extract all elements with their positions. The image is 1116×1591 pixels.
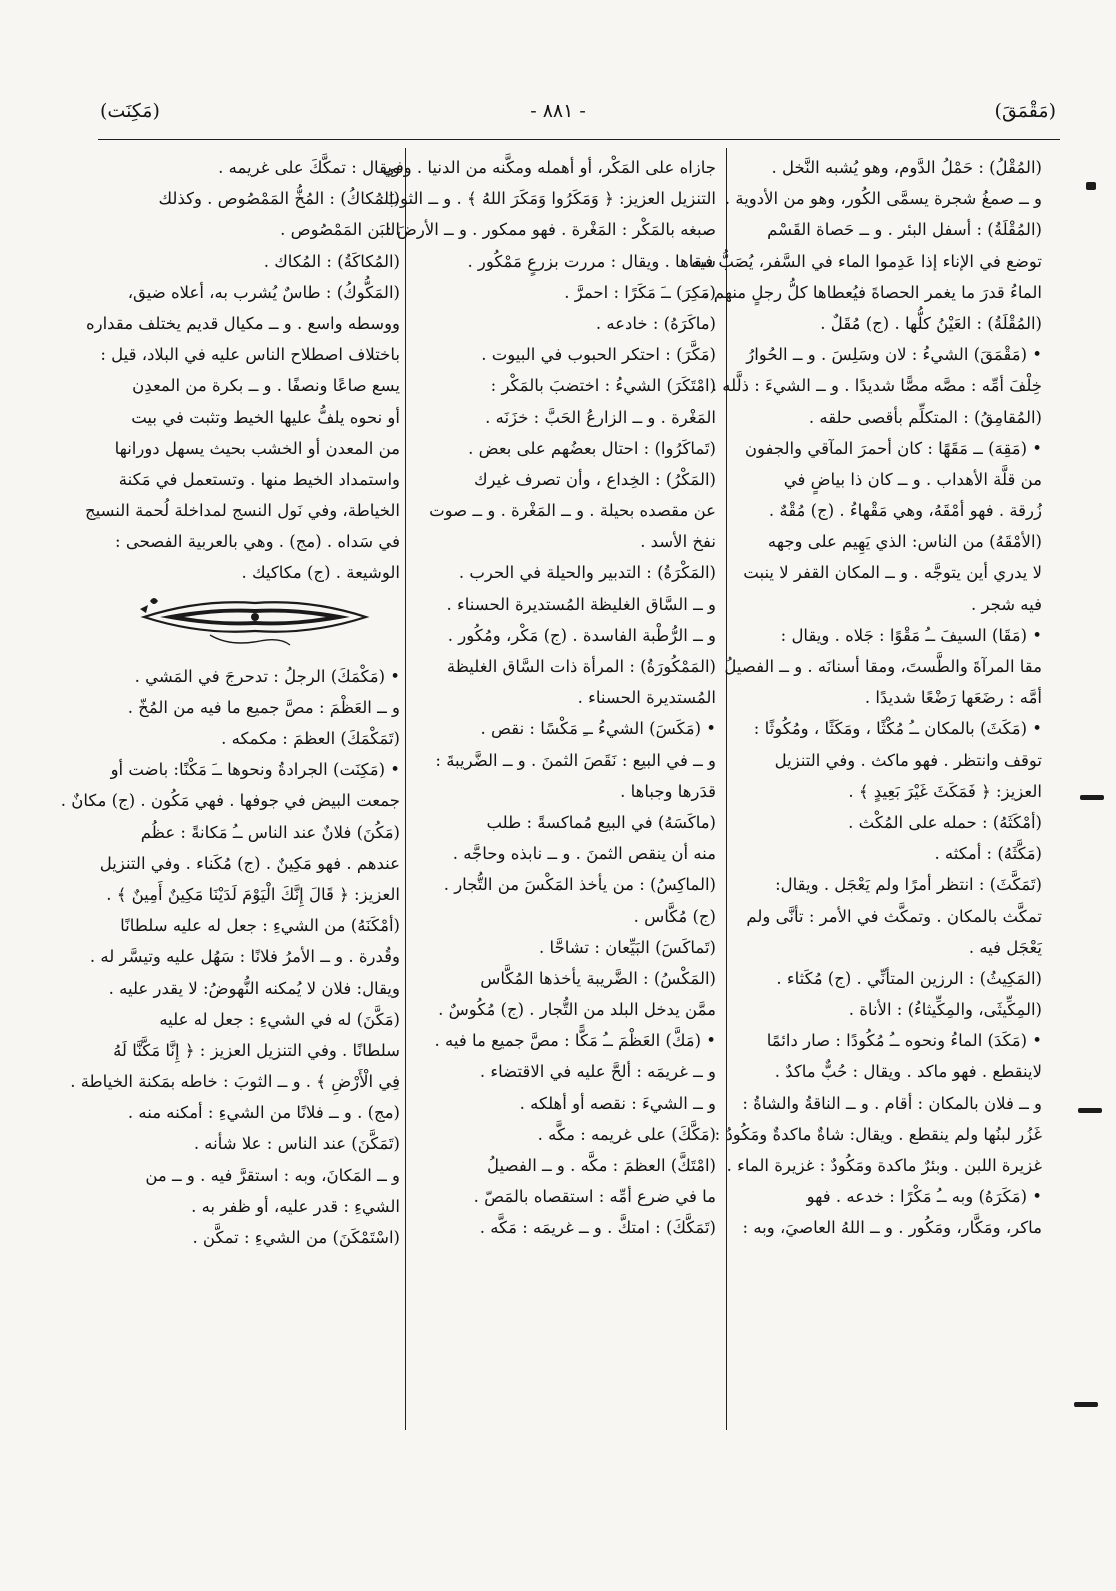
entry-line: (مج) . و ــ فلانًا من الشيءِ : أمكنه منه .	[127, 1103, 400, 1123]
entry-line: عن مقصده بحيلة . و ــ المَغْرة . و ــ صوت	[429, 501, 716, 521]
margin-mark	[1086, 182, 1096, 190]
entry-line: من المعدن أو الخشب بحيث يسهل دورانها	[114, 438, 400, 458]
entry-line: (أمْكَثَهُ) : حمله على المُكْث .	[848, 812, 1042, 832]
entry-line: فِي الْأَرْضِ ﴾ . و ــ الثوبَ : خاطه بمَكنة الخياطة .	[70, 1072, 400, 1092]
entry-line: • (مَكَسَ) الشيءُ ــِ مَكْسًا : نقص .	[480, 719, 716, 739]
entry-line: (أمْكَنَهُ) من الشيءِ : جعل له عليه سلطانًا	[120, 916, 400, 936]
entry-line: باختلاف اصطلاح الناس عليه في البلاد، قيل :	[100, 345, 400, 365]
entry-line: • (مَقْمَقَ) الشيءُ : لان وسَلِسَ . و ــ الحُوارُ	[746, 345, 1042, 365]
entry-line: تمكَّث بالمكان . وتمكَّث في الأمر : تأنَّى ولم	[746, 906, 1042, 926]
entry-line: (مَكَّثَهُ) : أمكثه .	[934, 844, 1042, 864]
entry-line: أو نحوه يلفُّ عليها الخيط وتثبت في بيت	[131, 407, 400, 427]
entry-line: ويقال: فلان لا يُمكنه النُّهوضُ: لا يقدر عليه .	[108, 978, 400, 998]
entry-line: الوشيعة . (ج) مكاكيك .	[241, 563, 400, 583]
entry-line: و ــ فلان بالمكان : أقام . و ــ الناقةُ والشاةُ :	[742, 1093, 1042, 1113]
running-head-right: (مَقْمَقَ)	[994, 100, 1056, 122]
entry-line: توضع في الإناء إذا عَدِموا الماء في السَّفر، يُصَبُّ فيه	[691, 251, 1042, 271]
entry-line: (المِكِّيثَى، والمِكِّيثاءُ) : الأناة .	[848, 1000, 1042, 1020]
entry-line: غَزُر لبنُها ولم ينقطع . ويقال: شاةٌ ماكدةٌ ومَكُودٌ :	[714, 1124, 1042, 1144]
entry-line: ويقال : تمكَّكَ على غريمه .	[218, 158, 400, 177]
entry-line: و ــ صمغُ شجرة يسمَّى الكُور، وهو من الأدوية .	[724, 189, 1042, 209]
entry-line: (مَكُنَ) فلانٌ عند الناس ــُ مَكانةً : عظُم	[140, 822, 400, 842]
entry-line: جمعت البيض في جوفها . فهي مَكُون . (ج) مكانٌ .	[60, 791, 400, 811]
entry-line: (ج) مُكَّاس .	[633, 906, 716, 926]
entry-line: (تَمَكَّنَ) عند الناس : علا شأنه .	[193, 1134, 400, 1154]
entry-line: • (مَكِنَت) الجرادةُ ونحوها ــَ مَكْنًا: باضت أو	[110, 760, 400, 780]
entry-line: فيه شجر .	[970, 594, 1042, 614]
entry-line: يَعْجَل فيه .	[968, 937, 1042, 957]
page-number: - ٨٨١ -	[530, 100, 586, 122]
entry-line: (تَماكَسَ) البَيِّعان : تشاحَّا .	[539, 937, 716, 957]
entry-line: (امْتَكَّ) العظمَ : مكَّه . و ــ الفصيلُ	[487, 1156, 716, 1175]
entry-line: (تَمَكَّكَ) : امتكَّ . و ــ غريمَه : مَكَّه .	[479, 1218, 716, 1238]
entry-line: الخياطة، وفي نَول النسج لمداخلة لُحمة النسيج	[84, 501, 400, 521]
column-middle	[378, 152, 716, 1244]
entry-line: اللبَن المَمْصُوص .	[280, 220, 400, 240]
entry-line: و ــ غريمَه : ألحَّ عليه في الاقتضاء .	[479, 1062, 716, 1082]
entry-line: (تَمَكْمَكَ) العظمَ : مكمكه .	[221, 729, 400, 748]
entry-line: (امْتَكَرَ) الشيءُ : اختضبَ بالمَكْر :	[490, 376, 716, 396]
entry-line: ووسطه واسع . و ــ مكيال قديم يختلف مقداره	[85, 313, 400, 333]
entry-line: (المُقامِقُ) : المتكلِّم بأقصى حلقه .	[808, 407, 1042, 427]
margin-mark	[1080, 795, 1104, 800]
column-divider	[405, 148, 406, 1430]
entry-line: غزيرة اللبن . وبئرٌ ماكدة ومَكُودٌ : غزيرة الماء .	[726, 1156, 1042, 1175]
entry-line: سقاها . ويقال : مررت بزرعٍ مَمْكُور .	[467, 251, 716, 271]
entry-line: قدَرها وجباها .	[620, 781, 716, 801]
entry-line: العزيز: ﴿ قَالَ إِنَّكَ الْيَوْمَ لَدَيْنَا مَكِينٌ أَمِينٌ ﴾ .	[106, 884, 400, 904]
entry-line: • (مَكَّ) العَظْمَ ــُ مَكًّا : مصَّ جميع ما فيه .	[434, 1031, 716, 1051]
margin-mark	[1078, 1108, 1102, 1113]
entry-line: أمَّه : رضَعَها رَضْعًا شديدًا .	[864, 688, 1042, 708]
entry-line: (مَكِرَ) ــَ مَكَرًا : احمرَّ .	[564, 282, 716, 302]
entry-line: الشيءِ : قدر عليه، أو ظفر به .	[191, 1196, 400, 1216]
entry-line: (مَكَّرَ) : احتكر الحبوب في البيوت .	[481, 345, 716, 365]
entry-line: (الأمْقَهُ) من الناس: الذي يَهِيم على وجهه	[767, 532, 1042, 552]
entry-line: لا يدري أين يتوجَّه . و ــ المكان القفر لا ينبت	[743, 563, 1042, 583]
entry-line: مقا المرآةَ والطَّستَ، ومقا أسنانَه . و ــ الفصيلُ	[724, 657, 1042, 676]
entry-line: (الماكِسُ) : من يأخذ المَكْسَ من التُّجار .	[443, 875, 716, 895]
entry-line: • (مَكَرَهُ) وبه ــُ مَكْرًا : خدعه . فهو	[806, 1187, 1042, 1207]
entry-line: منه أن ينقص الثمنَ . و ــ نابذه وحاجَّه .	[452, 844, 716, 864]
entry-line: (المَكِيثُ) : الرزين المتأنِّي . (ج) مُكَثاء .	[776, 968, 1042, 988]
entry-line: • (مَكْمَكَ) الرجلُ : تدحرجَ في المَشي .	[134, 666, 400, 686]
entry-line: (اسْتَمْكَنَ) من الشيءِ : تمكَّن .	[192, 1228, 400, 1247]
entry-line: في سَداه . (مج) . وهي بالعربية الفصحى :	[115, 532, 400, 552]
entry-line: و ــ الشيءَ : نقصه أو أهلكه .	[519, 1093, 716, 1113]
ornament-divider	[100, 595, 400, 653]
entry-line: توقف وانتظر . فهو ماكث . وفي التنزيل	[774, 750, 1042, 770]
entry-line: المَغْرة . و ــ الزارعُ الحَبَّ : خزَنَه .	[485, 407, 716, 427]
entry-line: جازاه على المَكْر، أو أهمله ومكَّنه من الدنيا . وفي	[382, 158, 716, 177]
entry-line: يسع صاعًا ونصفًا . و ــ بكرة من المعدِن	[132, 376, 400, 396]
entry-line: • (مَكَثَ) بالمكان ــُ مُكْثًا ، ومَكَثًا ، ومُكُوثًا :	[753, 719, 1042, 739]
entry-line: • (مَقَا) السيفَ ــُ مَقْوًا : جَلاه . ويقال :	[780, 625, 1042, 645]
entry-line: و ــ العَظْمَ : مصَّ جميع ما فيه من المُخّ .	[127, 697, 400, 717]
entry-line: واستمداد الخيط منها . وتستعمل في مَكنة	[118, 469, 400, 489]
entry-line: ما في ضرع أمِّه : استقصاه بالمَصّ .	[473, 1187, 716, 1207]
entry-line: و ــ الرُّطْبة الفاسدة . (ج) مَكْر، ومُكُور .	[447, 625, 716, 645]
entry-line: (المَمْكُورَةُ) : المرأة ذات السَّاق الغليظة	[446, 657, 716, 676]
entry-line: (مَكَّنَ) له في الشيءِ : جعل له عليه	[159, 1009, 400, 1029]
entry-line: و ــ المَكانَ، وبه : استقرَّ فيه . و ــ من	[145, 1165, 400, 1185]
entry-line: زُرقة . فهو أمْقَهُ، وهي مَقْهاءُ . (ج) مُقْهٌ .	[768, 501, 1042, 521]
entry-line: العزيز: ﴿ فَمَكَثَ غَيْرَ بَعِيدٍ ﴾ .	[848, 781, 1042, 801]
entry-line: الماءُ قدرَ ما يغمر الحصاةَ فيُعطاها كلُّ رجلٍ منهم .	[703, 282, 1042, 302]
entry-line: • (مَقِهَ) ــ مَقَهًا : كان أحمرَ المآقي والجفون	[744, 438, 1042, 458]
entry-line: سلطانًا . وفي التنزيل العزيز : ﴿ إِنَّا مَكَّنَّا لَهُ	[113, 1040, 400, 1060]
entry-line: (المُقْلُ) : حَمْلُ الدَّوم، وهو يُشبه النَّخل .	[771, 158, 1042, 177]
entry-line: لاينقطع . فهو ماكد . ويقال : حُبٌّ ماكدٌ .	[774, 1062, 1042, 1082]
entry-line: ممَّن يدخل البلد من التُّجار . (ج) مُكُوسٌ .	[438, 1000, 716, 1020]
column-left	[60, 152, 400, 1253]
entry-line: ماكر، ومَكَّار، ومَكُور . و ــ اللهُ العاصيَ، وبه :	[742, 1218, 1042, 1238]
entry-line: (المَكْرُ) : الخِداع ، وأن تصرف غيرك	[473, 469, 716, 489]
entry-line: (ماكَسَهُ) في البيع مُماكسةً : طلب	[486, 812, 716, 832]
entry-line: (ماكَرَهُ) : خادعه .	[595, 313, 716, 333]
entry-line: التنزيل العزيز: ﴿ وَمَكَرُوا وَمَكَرَ اللهُ ﴾ . و ــ الثوبَ:	[378, 189, 716, 209]
entry-line: صبغه بالمَكْر : المَغْرة . فهو ممكور . و ــ الأرضَ :	[386, 220, 716, 240]
header-rule	[98, 139, 1060, 140]
entry-line: • (مَكَدَ) الماءُ ونحوه ــُ مُكُودًا : صار دائمًا	[766, 1031, 1042, 1051]
entry-line: (المَكُّوكُ) : طاسٌ يُشرب به، أعلاه ضيق،	[127, 282, 400, 302]
column-divider	[726, 148, 727, 1430]
running-head-left: (مَكِنَت)	[100, 100, 160, 122]
entry-line: (المَكْسُ) : الضَّريبة يأخذها المُكَّاس	[480, 968, 716, 988]
entry-line: و ــ السَّاق الغليظة المُستديرة الحسناء .	[446, 594, 716, 614]
margin-mark	[1074, 1402, 1098, 1407]
ornament-icon	[140, 595, 370, 653]
entry-line: (تَمَكَّثَ) : انتظر أمرًا ولم يَعْجَل . ويقال:	[775, 875, 1042, 895]
entry-line: نفخ الأسد .	[640, 532, 716, 552]
entry-line: (مَكَّكَ) على غريمه : مكَّه .	[537, 1124, 716, 1144]
entry-line: (المُقْلَةُ) : العَيْنُ كلُّها . (ج) مُقَلٌ .	[820, 313, 1042, 333]
entry-line: المُستديرة الحسناء .	[577, 688, 716, 708]
entry-line: خِلْفَ أمِّه : مصَّه مصًّا شديدًا . و ــ الشيءَ : ذلَّله .	[711, 376, 1042, 396]
entry-line: (المُكاكُ) : المُخُّ المَمْصُوص . وكذلك	[158, 189, 400, 209]
entry-line: (المُكاكَةُ) : المُكاك .	[263, 251, 400, 271]
entry-line: (تَماكَرُوا) : احتال بعضُهم على بعض .	[468, 438, 716, 458]
column-right	[691, 152, 1042, 1244]
entry-line: و ــ في البيع : نَقَصَ الثمنَ . و ــ الضَّريبةَ :	[435, 750, 716, 770]
entry-line: (المَكْرَةُ) : التدبير والحيلة في الحرب .	[458, 563, 716, 583]
entry-line: عندهم . فهو مَكِينٌ . (ج) مُكَناء . وفي التنزيل	[99, 853, 400, 873]
entry-line: من قلَّة الأهداب . و ــ كان ذا بياضٍ في	[783, 469, 1042, 489]
entry-line: (المُقْلَةُ) : أسفل البئر . و ــ حَصاة القَسْم	[767, 220, 1042, 240]
entry-line: وقُدرة . و ــ الأمرُ فلانًا : سَهُل عليه وتيسَّر له .	[89, 947, 400, 967]
